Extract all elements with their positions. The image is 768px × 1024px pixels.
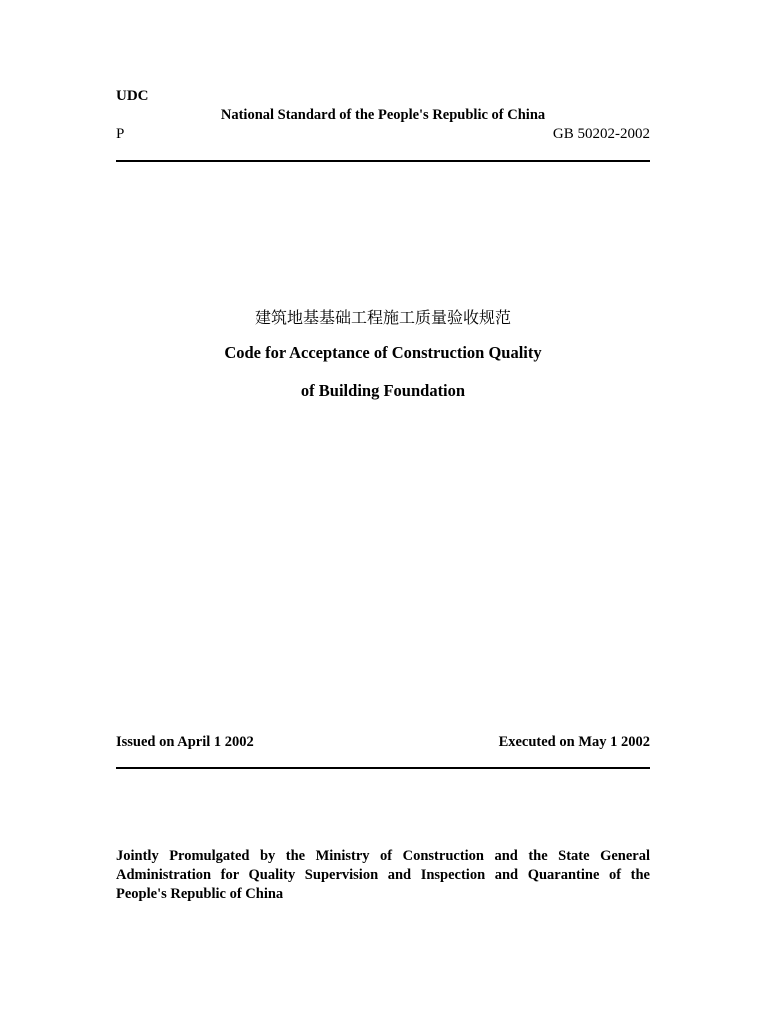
english-title-line-2: of Building Foundation bbox=[300, 381, 466, 400]
english-title-line-1: Code for Acceptance of Construction Quality bbox=[224, 343, 542, 362]
chinese-title: 建筑地基基础工程施工质量验收规范 bbox=[254, 308, 511, 327]
p-label: P bbox=[116, 126, 125, 142]
standard-code-number: GB 50202-2002 bbox=[552, 126, 650, 142]
udc-label: UDC bbox=[116, 88, 149, 104]
dates-divider bbox=[116, 767, 650, 769]
executed-date: Executed on May 1 2002 bbox=[498, 734, 650, 750]
promulgation-statement: Jointly Promulgated by the Ministry of Construction and the State General Administration for Quality Supervision and Inspection and Quarantine of the People's Republic of China bbox=[116, 848, 650, 902]
national-standard-heading: National Standard of the People's Republic of China bbox=[220, 107, 546, 123]
header-divider bbox=[116, 160, 650, 162]
issued-date: Issued on April 1 2002 bbox=[116, 734, 254, 750]
